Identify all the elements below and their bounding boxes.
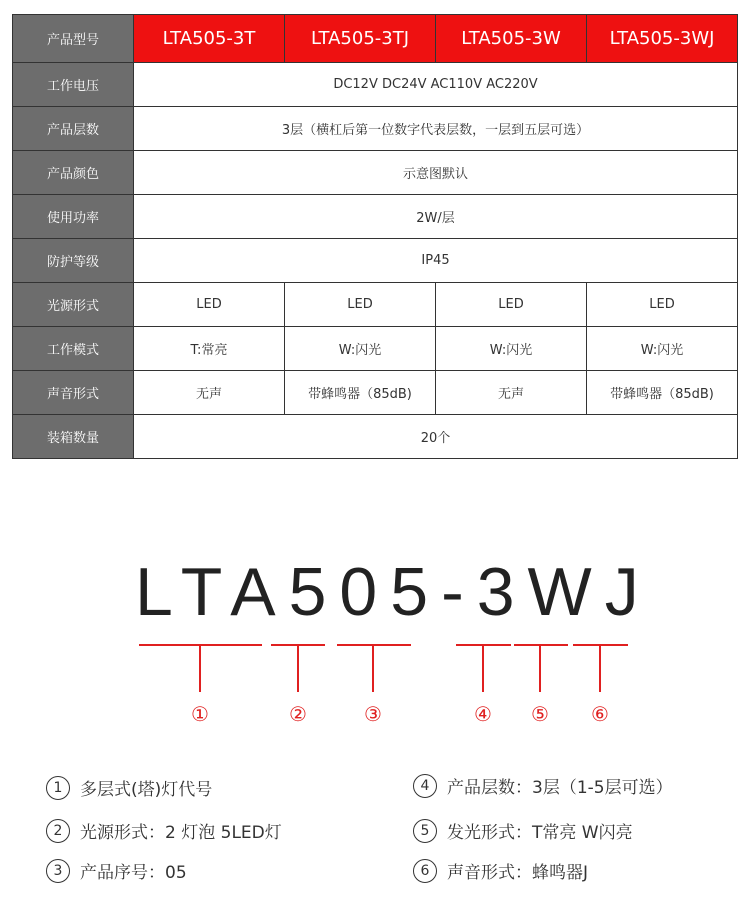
legend-number: 6 <box>413 859 437 883</box>
table-row <box>13 371 738 415</box>
legend-text: 光源形式：2 灯泡 5LED灯 <box>80 823 282 843</box>
row-cell: W:闪光 <box>587 327 738 371</box>
row-label: 防护等级 <box>13 239 134 283</box>
marker-3: ③ <box>364 702 382 726</box>
legend-item-2 <box>46 818 282 843</box>
legend-item-4 <box>413 773 673 798</box>
marker-6: ⑥ <box>591 702 609 726</box>
legend-number: 4 <box>413 774 437 798</box>
model-cell: LTA505-3W <box>436 15 587 63</box>
legend-text: 产品层数：3层（1-5层可选） <box>447 778 673 798</box>
row-cell: 带蜂鸣器（85dB) <box>285 371 436 415</box>
row-cell: W:闪光 <box>436 327 587 371</box>
row-cell: LED <box>436 283 587 327</box>
row-value: 2W/层 <box>134 195 738 239</box>
table-row <box>13 283 738 327</box>
row-value: 示意图默认 <box>134 151 738 195</box>
legend-text: 发光形式：T常亮 W闪亮 <box>447 823 633 843</box>
row-label: 产品型号 <box>13 15 134 63</box>
row-value: 3层（横杠后第一位数字代表层数，一层到五层可选） <box>134 107 738 151</box>
legend-item-6 <box>413 858 588 883</box>
table-row <box>13 107 738 151</box>
legend-text: 产品序号：05 <box>80 863 187 883</box>
legend-item-1 <box>46 775 212 800</box>
table-row <box>13 327 738 371</box>
row-cell: LED <box>285 283 436 327</box>
marker-5: ⑤ <box>531 702 549 726</box>
row-label: 工作模式 <box>13 327 134 371</box>
model-cell: LTA505-3T <box>134 15 285 63</box>
row-label: 使用功率 <box>13 195 134 239</box>
row-cell: 无声 <box>134 371 285 415</box>
row-label: 产品颜色 <box>13 151 134 195</box>
marker-2: ② <box>289 702 307 726</box>
table-row-model <box>13 15 738 63</box>
legend-item-3 <box>46 858 187 883</box>
row-value: 20个 <box>134 415 738 459</box>
marker-4: ④ <box>474 702 492 726</box>
legend-text: 声音形式：蜂鸣器J <box>447 863 589 883</box>
row-cell: LED <box>587 283 738 327</box>
table-row <box>13 195 738 239</box>
legend-item-5 <box>413 818 633 843</box>
table-row <box>13 415 738 459</box>
code-breakdown-diagram <box>0 630 750 730</box>
legend-text: 多层式(塔)灯代号 <box>80 780 213 800</box>
row-cell: LED <box>134 283 285 327</box>
row-label: 产品层数 <box>13 107 134 151</box>
legend-number: 3 <box>46 859 70 883</box>
model-code-title: LTA505-3WJ <box>135 554 652 630</box>
legend-number: 2 <box>46 819 70 843</box>
marker-1: ① <box>191 702 209 726</box>
model-cell: LTA505-3TJ <box>285 15 436 63</box>
row-value: IP45 <box>134 239 738 283</box>
spec-table <box>12 14 738 459</box>
row-label: 工作电压 <box>13 63 134 107</box>
row-label: 光源形式 <box>13 283 134 327</box>
row-cell: 无声 <box>436 371 587 415</box>
row-cell: W:闪光 <box>285 327 436 371</box>
table-row <box>13 63 738 107</box>
model-cell: LTA505-3WJ <box>587 15 738 63</box>
legend-number: 1 <box>46 776 70 800</box>
row-value: DC12V DC24V AC110V AC220V <box>134 63 738 107</box>
table-row <box>13 239 738 283</box>
row-label: 装箱数量 <box>13 415 134 459</box>
row-cell: 带蜂鸣器（85dB) <box>587 371 738 415</box>
legend-number: 5 <box>413 819 437 843</box>
row-label: 声音形式 <box>13 371 134 415</box>
row-cell: T:常亮 <box>134 327 285 371</box>
table-row <box>13 151 738 195</box>
